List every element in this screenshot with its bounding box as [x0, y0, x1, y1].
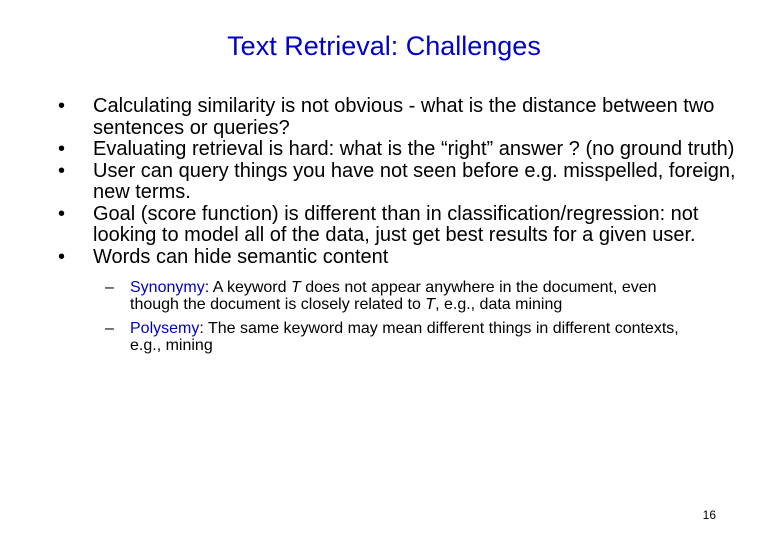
bullet-item — [58, 139, 758, 161]
bullet-marker: • — [58, 245, 66, 268]
synonymy-text-part-3: , e.g., data mining — [435, 296, 563, 313]
synonymy-term: Synonymy — [130, 279, 205, 296]
bullet-item — [58, 96, 758, 139]
bullet-marker: • — [58, 202, 66, 225]
polysemy-term: Polysemy — [130, 320, 200, 337]
sub-bullet-polysemy — [105, 320, 705, 354]
bullet-item — [58, 161, 758, 204]
sub-bullet-list — [105, 279, 705, 354]
sub-bullet-marker: – — [105, 320, 114, 337]
synonymy-text-part-2: does not appear anywhere in the document, even though the document is closely related to — [130, 279, 657, 313]
bullet-item — [58, 204, 758, 247]
bullet-text: Evaluating retrieval is hard: what is the “right” answer ? (no ground truth) — [93, 138, 735, 160]
bullet-marker: • — [58, 159, 66, 182]
synonymy-keyword-t: T — [290, 279, 301, 296]
sub-bullet-marker: – — [105, 279, 114, 296]
bullet-item-words-semantic — [58, 247, 758, 355]
bullet-marker: • — [58, 95, 66, 117]
synonymy-text-part-1: : A keyword — [204, 279, 291, 296]
bullet-text: User can query things you have not seen before e.g. misspelled, foreign, new terms. — [93, 159, 736, 203]
slide-title: Text Retrieval: Challenges — [227, 31, 541, 61]
bullet-marker: • — [58, 138, 66, 160]
bullet-text: Words can hide semantic content — [93, 245, 389, 268]
synonymy-keyword-t-second: T — [425, 296, 436, 313]
polysemy-text: : The same keyword may mean different things in different contexts, e.g., mining — [130, 320, 679, 354]
sub-bullet-synonymy — [105, 279, 705, 313]
bullet-list — [58, 96, 758, 361]
bullet-text: Goal (score function) is different than in classification/regression: not looking to model all of the data, just get best results for a given user. — [93, 202, 699, 246]
bullet-text: Calculating similarity is not obvious - what is the distance between two sentences or queries? — [93, 95, 715, 139]
page-number: 16 — [702, 508, 716, 522]
